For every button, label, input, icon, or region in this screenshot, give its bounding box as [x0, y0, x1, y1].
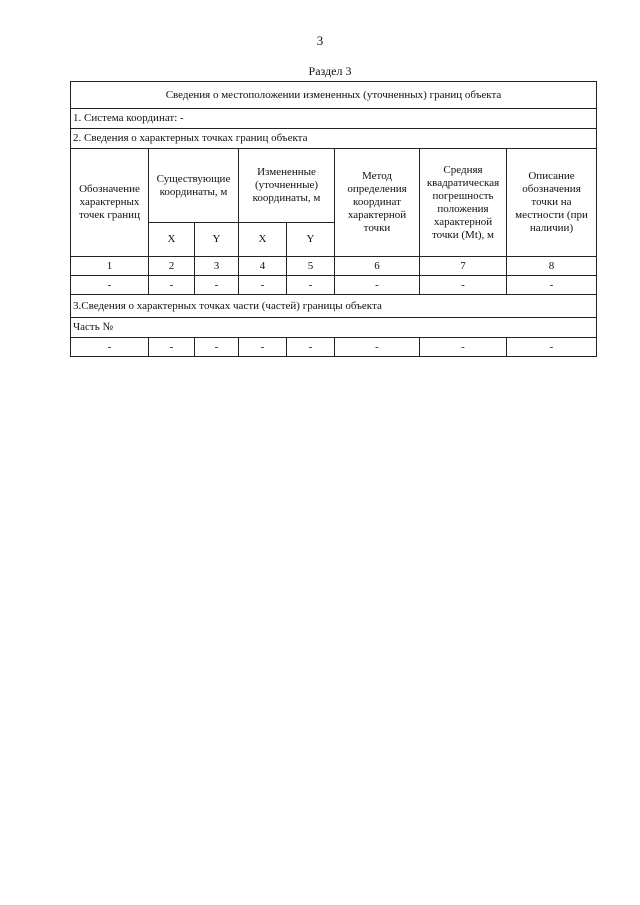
section-title: Раздел 3 [308, 64, 352, 78]
header-method: Метод определения координат характерной точки [335, 149, 420, 257]
table-cell: - [287, 276, 335, 295]
table-cell: - [195, 338, 239, 357]
header-changed-x: X [239, 223, 287, 257]
column-number: 7 [420, 257, 507, 276]
header-changed-y: Y [287, 223, 335, 257]
points-heading: 2. Сведения о характерных точках границ объекта [71, 129, 597, 149]
table-cell: - [507, 338, 597, 357]
header-existing-x: X [149, 223, 195, 257]
table-cell: - [335, 338, 420, 357]
table-title: Сведения о местоположении измененных (уточненных) границ объекта [71, 82, 597, 109]
table-cell: - [71, 338, 149, 357]
column-number: 4 [239, 257, 287, 276]
table-cell: - [507, 276, 597, 295]
column-number: 1 [71, 257, 149, 276]
table-row [71, 338, 597, 357]
coord-system: 1. Система координат: - [71, 109, 597, 129]
table-row [71, 276, 597, 295]
header-accuracy: Средняя квадратическая погрешность положения характерной точки (Mt), м [420, 149, 507, 257]
column-number-row [71, 257, 597, 276]
column-number: 6 [335, 257, 420, 276]
table-cell: - [71, 276, 149, 295]
page-number: 3 [316, 33, 324, 48]
table-cell: - [335, 276, 420, 295]
boundary-table [70, 81, 597, 357]
column-number: 2 [149, 257, 195, 276]
table-cell: - [195, 276, 239, 295]
header-designation: Обозначение характерных точек границ [71, 149, 149, 257]
header-existing-y: Y [195, 223, 239, 257]
header-existing: Существующие координаты, м [149, 149, 239, 223]
table-cell: - [420, 338, 507, 357]
table-cell: - [287, 338, 335, 357]
column-number: 5 [287, 257, 335, 276]
table-cell: - [149, 338, 195, 357]
column-number: 3 [195, 257, 239, 276]
column-number: 8 [507, 257, 597, 276]
parts-heading: 3.Сведения о характерных точках части (частей) границы объекта [71, 295, 597, 318]
header-description: Описание обозначения точки на местности (при наличии) [507, 149, 597, 257]
table-cell: - [239, 338, 287, 357]
table-cell: - [239, 276, 287, 295]
table-cell: - [149, 276, 195, 295]
table-cell: - [420, 276, 507, 295]
part-label: Часть № [71, 318, 597, 338]
header-changed: Измененные (уточненные) координаты, м [239, 149, 335, 223]
